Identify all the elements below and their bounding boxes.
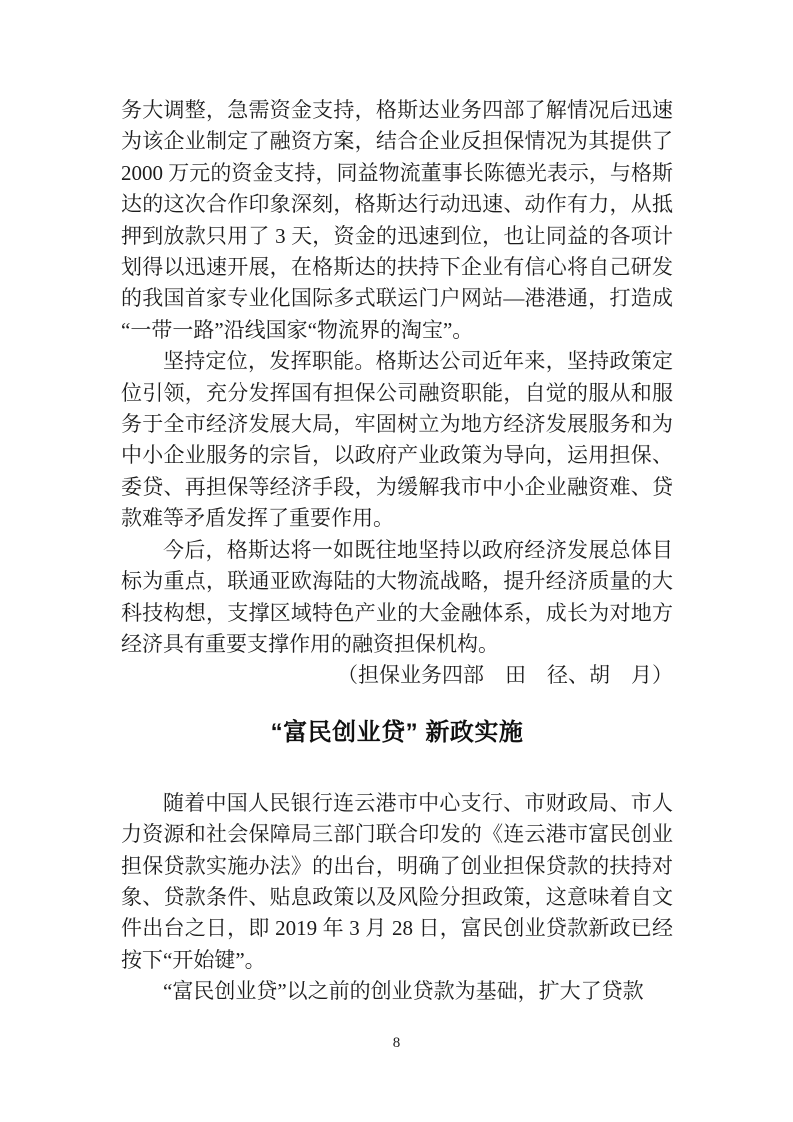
fumin-article-body bbox=[121, 788, 673, 1008]
guarantee-article-body bbox=[121, 95, 673, 660]
body-paragraph: 随着中国人民银行连云港市中心支行、市财政局、市人力资源和社会保障局三部门联合印发的《连云港市富民创业担保贷款实施办法》的出台，明确了创业担保贷款的扶持对象、贷款条件、贴息政策以及风险分担政策，这意味着自文件出台之日，即 2019 年 3 月 28 日，富民创业贷款新政已经按下“开始键”。 bbox=[121, 790, 673, 972]
article-title: “富民创业贷” 新政实施 bbox=[270, 718, 524, 746]
byline: （担保业务四部 田 径、胡 月） bbox=[337, 663, 673, 688]
body-paragraph: 今后，格斯达将一如既往地坚持以政府经济发展总体目标为重点，联通亚欧海陆的大物流战略，提升经济质量的大科技构想，支撑区域特色产业的大金融体系，成长为对地方经济具有重要支撑作用的融资担保机构。 bbox=[121, 537, 673, 656]
body-paragraph: 坚持定位，发挥职能。格斯达公司近年来，坚持政策定位引领，充分发挥国有担保公司融资职能，自觉的服从和服务于全市经济发展大局，牢固树立为地方经济发展服务和为中小企业服务的宗旨，以政府产业政策为导向，运用担保、委贷、再担保等经济手段，为缓解我市中小企业融资难、贷款难等矛盾发挥了重要作用。 bbox=[121, 349, 673, 531]
page-number: 8 bbox=[392, 1035, 401, 1051]
page-body bbox=[121, 95, 673, 1008]
body-paragraph: “富民创业贷”以之前的创业贷款为基础，扩大了贷款 bbox=[163, 979, 644, 1004]
body-paragraph: 务大调整，急需资金支持，格斯达业务四部了解情况后迅速为该企业制定了融资方案，结合企业反担保情况为其提供了 2000 万元的资金支持，同益物流董事长陈德光表示，与格斯达的这次合作印象深刻，格斯达行动迅速、动作有力，从抵押到放款只用了 3 天，资金的迅速到位，也让同益的各项计划得以迅速开展，在格斯达的扶持下企业有信心将自己研发的我国首家专业化国际多式联运门户网站—港港通，打造成“一带一路”沿线国家“物流界的淘宝”。 bbox=[121, 98, 673, 342]
